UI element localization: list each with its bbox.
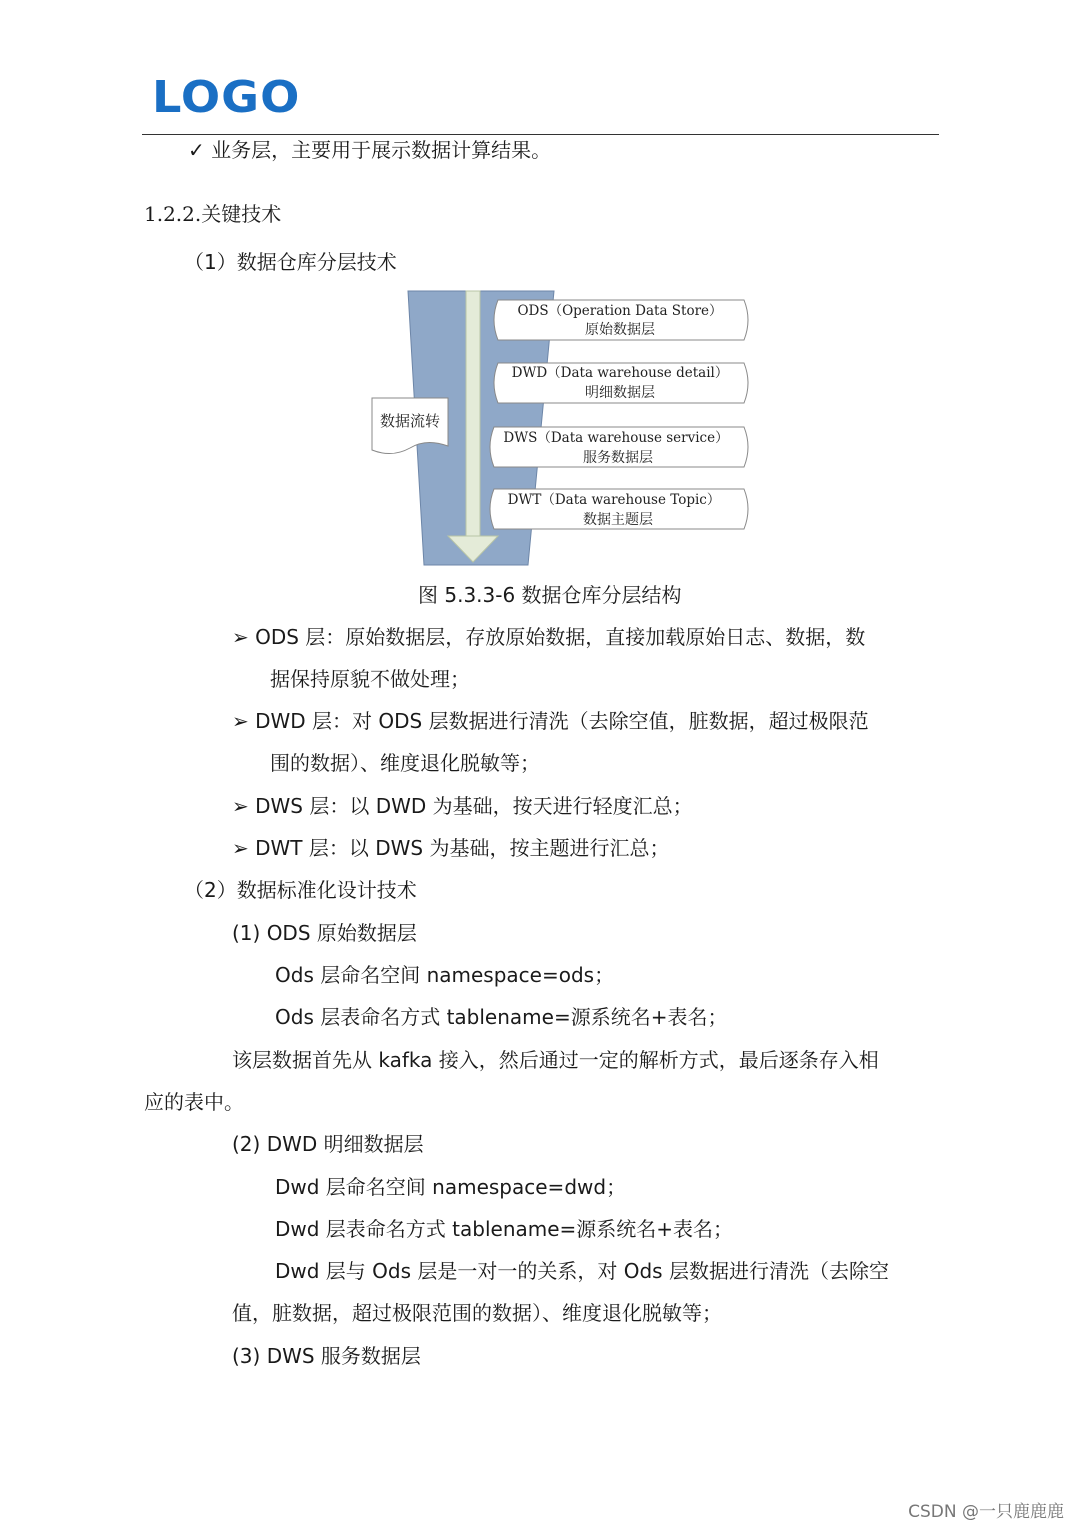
ods-desc-line2: 应的表中。 bbox=[144, 1090, 244, 1114]
bullet-ods-line2: 据保持原貌不做处理； bbox=[270, 667, 470, 691]
layer-box-ods bbox=[494, 300, 748, 340]
layer-box-dwd bbox=[494, 363, 748, 403]
dwd-tablename: Dwd 层表命名方式 tablename=源系统名+表名； bbox=[275, 1217, 734, 1241]
layer-subtitle: 数据主题层 bbox=[583, 512, 653, 528]
intro-check-item: ✓ 业务层，主要用于展示数据计算结果。 bbox=[188, 138, 552, 162]
layer-subtitle: 原始数据层 bbox=[585, 322, 655, 338]
bullet-ods-line1: ➢ ODS 层：原始数据层，存放原始数据，直接加载原始日志、数据，数 bbox=[232, 625, 866, 649]
figure-caption: 图 5.3.3-6 数据仓库分层结构 bbox=[418, 583, 682, 607]
layer-subtitle: 明细数据层 bbox=[585, 385, 655, 401]
watermark: CSDN @一只鹿鹿鹿 bbox=[908, 1502, 1064, 1522]
layer-title: DWS（Data warehouse service） bbox=[503, 430, 729, 446]
bullet-dwt: ➢ DWT 层：以 DWS 为基础，按主题进行汇总； bbox=[232, 836, 670, 860]
ods-heading: (1) ODS 原始数据层 bbox=[232, 921, 417, 945]
layer-subtitle: 服务数据层 bbox=[583, 450, 653, 466]
ods-namespace: Ods 层命名空间 namespace=ods； bbox=[275, 963, 615, 987]
ods-tablename: Ods 层表命名方式 tablename=源系统名+表名； bbox=[275, 1005, 728, 1029]
dwd-desc-line2: 值，脏数据，超过极限范围的数据）、维度退化脱敏等； bbox=[232, 1301, 722, 1325]
header-rule bbox=[142, 134, 939, 135]
bullet-dwd-line2: 围的数据）、维度退化脱敏等； bbox=[270, 751, 540, 775]
flow-label: 数据流转 bbox=[379, 412, 441, 430]
dws-heading: (3) DWS 服务数据层 bbox=[232, 1344, 421, 1368]
layer-box-dws bbox=[490, 427, 748, 467]
dwd-desc-line1: Dwd 层与 Ods 层是一对一的关系，对 Ods 层数据进行清洗（去除空 bbox=[275, 1259, 889, 1283]
logo: LOGO bbox=[152, 72, 301, 123]
part2-heading: （2）数据标准化设计技术 bbox=[184, 878, 417, 902]
dwd-namespace: Dwd 层命名空间 namespace=dwd； bbox=[275, 1175, 627, 1199]
bullet-dws: ➢ DWS 层：以 DWD 为基础，按天进行轻度汇总； bbox=[232, 794, 693, 818]
layer-box-dwt bbox=[490, 489, 748, 529]
bullet-dwd-line1: ➢ DWD 层：对 ODS 层数据进行清洗（去除空值，脏数据，超过极限范 bbox=[232, 709, 869, 733]
layer-title: DWT（Data warehouse Topic） bbox=[507, 492, 721, 508]
layer-title: ODS（Operation Data Store） bbox=[517, 303, 723, 319]
section-heading: 1.2.2.关键技术 bbox=[144, 202, 282, 226]
layer-title: DWD（Data warehouse detail） bbox=[511, 365, 729, 381]
dwd-heading: (2) DWD 明细数据层 bbox=[232, 1132, 424, 1156]
part1-heading: （1）数据仓库分层技术 bbox=[184, 250, 397, 274]
ods-desc-line1: 该层数据首先从 kafka 接入，然后通过一定的解析方式，最后逐条存入相 bbox=[232, 1048, 879, 1072]
layer-diagram bbox=[366, 288, 756, 570]
